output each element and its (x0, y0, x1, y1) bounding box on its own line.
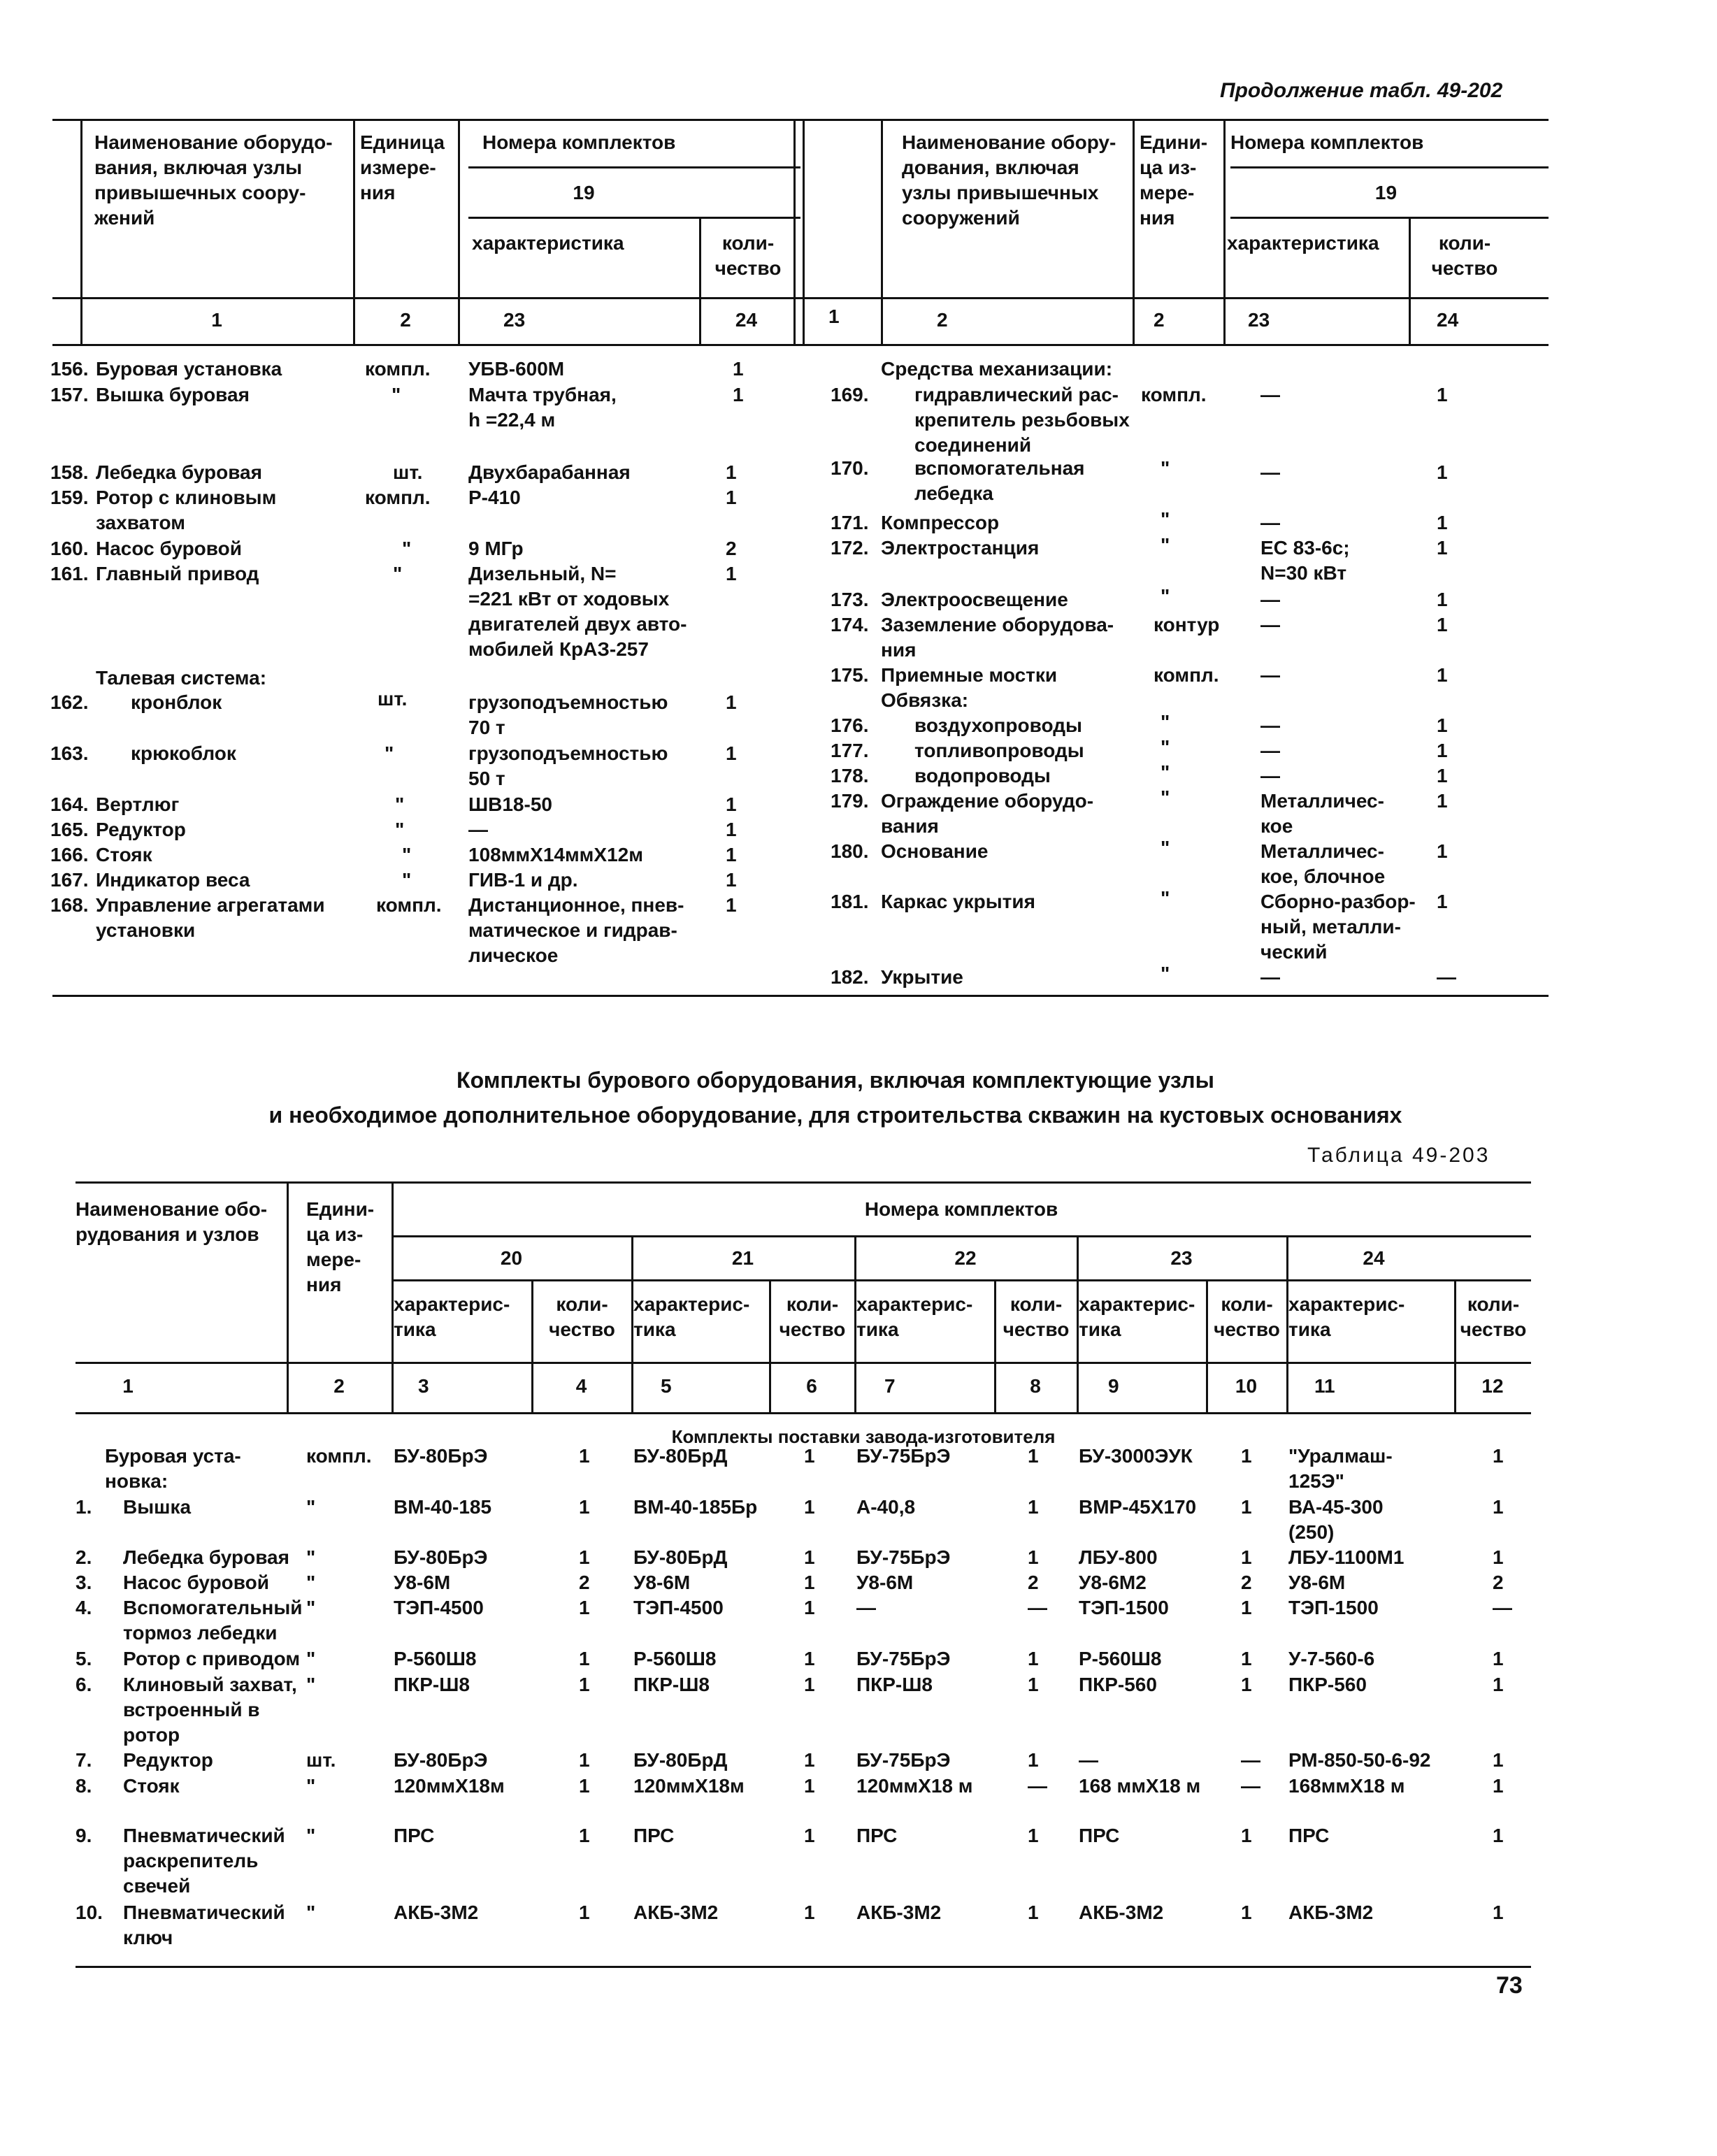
table-cell: 1 (579, 1825, 590, 1846)
table-cell: 1 (804, 1546, 815, 1568)
t1-right-header-unit: Едини- ца из- мере- ния (1140, 131, 1208, 229)
t1-right-header-char: характеристика (1227, 232, 1379, 254)
table-cell: 1. (76, 1496, 92, 1518)
t1-right-col-num-2a: 2 (937, 309, 948, 331)
table-cell: ВА-45-300 (250) (1288, 1496, 1384, 1543)
table-cell: 2 (1493, 1572, 1504, 1593)
t2-char-header: характерис- тика (1079, 1293, 1195, 1340)
table-cell: ПКР-Ш8 (856, 1674, 933, 1695)
table-cell: ПКР-560 (1288, 1674, 1367, 1695)
t2-col-num: 10 (1235, 1375, 1258, 1397)
table-cell: РМ-850-50-6-92 (1288, 1749, 1431, 1771)
table-cell: 1 (579, 1775, 590, 1797)
t2-col-num: 1 (122, 1375, 134, 1397)
t1-left-header-sets: Номера комплектов (482, 131, 676, 153)
table-cell: 1 (1493, 1445, 1504, 1467)
table-cell: 1 (1493, 1775, 1504, 1797)
table-cell: БУ-75БрЭ (856, 1445, 951, 1467)
table-cell: БУ-80БрЭ (394, 1445, 488, 1467)
t2-char-header: характерис- тика (1288, 1293, 1405, 1340)
t1-left-header-setno: 19 (573, 182, 595, 203)
table-cell: 1 (1493, 1902, 1504, 1923)
t1-right-header-name: Наименование обору- дования, включая узлы привышечных сооружений (902, 131, 1116, 229)
table-cell: ВМ-40-185Бр (633, 1496, 758, 1518)
table-cell: 1 (1241, 1546, 1252, 1568)
t2-col-num: 7 (884, 1375, 896, 1397)
table-cell: 1 (1028, 1674, 1039, 1695)
t1-right-col-num-2b: 2 (1154, 309, 1165, 331)
table-cell: 1 (1028, 1825, 1039, 1846)
set-num-21: 21 (731, 1247, 754, 1269)
set-num-22: 22 (954, 1247, 977, 1269)
table-cell: БУ-80БрД (633, 1546, 728, 1568)
table-cell: Р-560Ш8 (633, 1648, 717, 1669)
t2-col-num: 6 (806, 1375, 817, 1397)
table-cell: компл. (306, 1445, 372, 1467)
table-cell: ТЭП-4500 (633, 1597, 724, 1618)
table-cell: 1 (1493, 1674, 1504, 1695)
table-cell: Буровая уста- новка: (105, 1445, 241, 1492)
table-cell: 168ммХ18 м (1288, 1775, 1405, 1797)
table-cell: БУ-75БрЭ (856, 1749, 951, 1771)
t2-header-name: Наименование обо- рудования и узлов (76, 1198, 268, 1245)
table-cell: 1 (1028, 1546, 1039, 1568)
table-cell: ТЭП-1500 (1288, 1597, 1379, 1618)
table-cell: " (306, 1572, 316, 1593)
t2-col-num: 2 (333, 1375, 345, 1397)
t1-col-num-23: 23 (503, 309, 526, 331)
t2-col-num: 9 (1108, 1375, 1119, 1397)
table-cell: " (306, 1648, 316, 1669)
t1-right-col-num-1: 1 (828, 306, 840, 327)
table-cell: 1 (1241, 1674, 1252, 1695)
table-cell: 1 (1493, 1496, 1504, 1518)
table-cell: 1 (579, 1674, 590, 1695)
table-cell: 3. (76, 1572, 92, 1593)
section-title: Комплекты бурового оборудования, включая комплектующие узлы и необходимое дополнительное оборудование, для строительства скважин на кустовых основаниях (268, 1068, 1402, 1128)
table-cell: 1 (1493, 1749, 1504, 1771)
table-cell: БУ-75БрЭ (856, 1648, 951, 1669)
table-cell: БУ-80БрД (633, 1749, 728, 1771)
set-num-23: 23 (1170, 1247, 1193, 1269)
table-cell: 1 (804, 1445, 815, 1467)
table-cell: Клиновый захват, встроенный в ротор (123, 1674, 297, 1746)
table-cell: 1 (804, 1902, 815, 1923)
table-cell: — (1028, 1775, 1047, 1797)
table-cell: ЛБУ-800 (1079, 1546, 1158, 1568)
table-cell: 1 (1241, 1902, 1252, 1923)
t2-char-header: характерис- тика (633, 1293, 750, 1340)
table-cell: 120ммХ18 м (856, 1775, 973, 1797)
t2-qty-header: коли- чество (1003, 1293, 1070, 1340)
t2-col-num: 4 (575, 1375, 587, 1397)
t2-col-num: 3 (418, 1375, 429, 1397)
t2-qty-header: коли- чество (779, 1293, 846, 1340)
table-cell: "Уралмаш- 125Э" (1288, 1445, 1393, 1492)
t1-right-col-num-23: 23 (1248, 309, 1270, 331)
table-cell: 1 (1241, 1648, 1252, 1669)
table-cell: 1 (579, 1749, 590, 1771)
set-num-24: 24 (1363, 1247, 1385, 1269)
table-cell: 1 (1493, 1546, 1504, 1568)
table-cell: Редуктор (123, 1749, 213, 1771)
table-cell: У8-6М2 (1079, 1572, 1147, 1593)
table-cell: 7. (76, 1749, 92, 1771)
table-cell: БУ-80БрЭ (394, 1749, 488, 1771)
table-cell: 1 (804, 1749, 815, 1771)
t2-subheading: Комплекты поставки завода-изготовителя (671, 1426, 1056, 1447)
table-cell: ПРС (1079, 1825, 1120, 1846)
table-cell: АКБ-3М2 (1288, 1902, 1374, 1923)
table-cell: БУ-75БрЭ (856, 1546, 951, 1568)
t2-header-sets: Номера комплектов (864, 1198, 1058, 1220)
t2-header-unit: Едини- ца из- мере- ния (306, 1198, 375, 1295)
table-cell: 1 (804, 1496, 815, 1518)
table-cell: 1 (804, 1572, 815, 1593)
table-cell: 1 (804, 1674, 815, 1695)
table-cell: — (1241, 1749, 1260, 1771)
t2-qty-header: коли- чество (1214, 1293, 1280, 1340)
table-cell: 1 (1028, 1496, 1039, 1518)
table-cell: 1 (1241, 1445, 1252, 1467)
table-cell: БУ-80БрЭ (394, 1546, 488, 1568)
table-cell: Р-560Ш8 (394, 1648, 477, 1669)
page-number: 73 (1496, 1972, 1523, 1999)
t2-col-num: 12 (1481, 1375, 1504, 1397)
table-cell: " (306, 1674, 316, 1695)
table-cell: 4. (76, 1597, 92, 1618)
t1-right-col-num-24: 24 (1437, 309, 1459, 331)
table-cell: 8. (76, 1775, 92, 1797)
t1-left-header-char: характеристика (472, 232, 624, 254)
table-cell: АКБ-3М2 (394, 1902, 479, 1923)
table-cell: У8-6М (856, 1572, 914, 1593)
table-cell: 2 (579, 1572, 590, 1593)
t1-left-header-qty: коли- чество (714, 232, 782, 279)
table-cell: 1 (579, 1445, 590, 1467)
table-cell: " (306, 1902, 316, 1923)
table-cell: " (306, 1825, 316, 1846)
table-cell: Вспомогательный тормоз лебедки (123, 1597, 303, 1644)
table-cell: БУ-3000ЭУК (1079, 1445, 1193, 1467)
table-cell: ПРС (633, 1825, 675, 1846)
table-cell: ПРС (856, 1825, 898, 1846)
table-cell: 1 (1241, 1597, 1252, 1618)
t1-col-num-1: 1 (211, 309, 222, 331)
table-cell: БУ-80БрД (633, 1445, 728, 1467)
table-label: Таблица 49-203 (1307, 1144, 1490, 1167)
table-cell: 2 (1028, 1572, 1039, 1593)
table-cell: У-7-560-6 (1288, 1648, 1375, 1669)
t2-col-num: 5 (661, 1375, 672, 1397)
table-cell: " (306, 1546, 316, 1568)
table-cell: 1 (579, 1546, 590, 1568)
t1-right-header-qty: коли- чество (1431, 232, 1498, 279)
table-cell: ПКР-Ш8 (394, 1674, 470, 1695)
table-cell: 1 (804, 1648, 815, 1669)
table-cell: ТЭП-4500 (394, 1597, 484, 1618)
table-cell: 1 (1241, 1496, 1252, 1518)
t2-col-num: 11 (1314, 1375, 1335, 1397)
table-cell: У8-6М (633, 1572, 691, 1593)
table-cell: 1 (1028, 1445, 1039, 1467)
table-cell: — (1493, 1597, 1512, 1618)
table-cell: ВМР-45Х170 (1079, 1496, 1197, 1518)
table-cell: 6. (76, 1674, 92, 1695)
table-cell: АКБ-3М2 (633, 1902, 719, 1923)
table-cell: ТЭП-1500 (1079, 1597, 1169, 1618)
table-cell: 1 (1028, 1648, 1039, 1669)
t1-right-header-setno: 19 (1374, 182, 1398, 203)
table-cell: 5. (76, 1648, 92, 1669)
table-cell: 2 (1241, 1572, 1252, 1593)
table-cell: 1 (579, 1648, 590, 1669)
table-cell: 1 (1493, 1648, 1504, 1669)
table-cell: Пневматический ключ (123, 1902, 285, 1948)
table-cell: 1 (579, 1496, 590, 1518)
continuation-caption: Продолжение табл. 49-202 (1220, 79, 1503, 102)
table-cell: АКБ-3М2 (856, 1902, 942, 1923)
table-cell: 9. (76, 1825, 92, 1846)
table-cell: 168 ммХ18 м (1079, 1775, 1201, 1797)
table-cell: 1 (804, 1775, 815, 1797)
t1-col-num-2: 2 (400, 309, 411, 331)
t2-char-header: характерис- тика (394, 1293, 510, 1340)
table-cell: — (1079, 1749, 1098, 1771)
table-cell: 120ммХ18м (633, 1775, 745, 1797)
table-cell: А-40,8 (856, 1496, 916, 1518)
table-cell: " (306, 1496, 316, 1518)
table-cell: Насос буровой (123, 1572, 269, 1593)
table-cell: Пневматический раскрепитель свечей (123, 1825, 285, 1897)
table-cell: " (306, 1775, 316, 1797)
table-cell: ПРС (1288, 1825, 1330, 1846)
table-cell: У8-6М (1288, 1572, 1346, 1593)
t2-qty-header: коли- чество (549, 1293, 615, 1340)
table-cell: АКБ-3М2 (1079, 1902, 1164, 1923)
set-num-20: 20 (500, 1247, 523, 1269)
t2-col-num: 8 (1030, 1375, 1041, 1397)
table-cell: шт. (306, 1749, 336, 1771)
table-cell: " (306, 1597, 316, 1618)
table-cell: ПКР-560 (1079, 1674, 1157, 1695)
table-cell: 1 (1028, 1902, 1039, 1923)
table-cell: ВМ-40-185 (394, 1496, 492, 1518)
table-cell: 1 (1241, 1825, 1252, 1846)
table-cell: 1 (804, 1825, 815, 1846)
table-cell: 10. (76, 1902, 103, 1923)
table-cell: 1 (579, 1597, 590, 1618)
t1-left-header-name: Наименование оборудо- вания, включая узлы привышечных соору- жений (94, 131, 333, 229)
table-cell: — (1028, 1597, 1047, 1618)
table-cell: ЛБУ-1100М1 (1288, 1546, 1405, 1568)
table-cell: Стояк (123, 1775, 180, 1797)
table-cell: Р-560Ш8 (1079, 1648, 1162, 1669)
t1-right-header-sets: Номера комплектов (1230, 131, 1424, 153)
table-cell: 1 (1493, 1825, 1504, 1846)
t2-char-header: характерис- тика (856, 1293, 973, 1340)
t1-left-header-unit: Единица измере- ния (360, 131, 445, 203)
t1-col-num-24: 24 (735, 309, 758, 331)
table-cell: — (856, 1597, 876, 1618)
table-cell: 120ммХ18м (394, 1775, 505, 1797)
table-cell: 1 (804, 1597, 815, 1618)
table-cell: ПРС (394, 1825, 435, 1846)
table-cell: 1 (579, 1902, 590, 1923)
table-cell: У8-6М (394, 1572, 451, 1593)
table-cell: Вышка (123, 1496, 192, 1518)
table-cell: 1 (1028, 1749, 1039, 1771)
table-cell: 2. (76, 1546, 92, 1568)
table-cell: — (1241, 1775, 1260, 1797)
table-cell: ПКР-Ш8 (633, 1674, 710, 1695)
table-cell: Лебедка буровая (123, 1546, 289, 1568)
table-cell: Ротор с приводом (123, 1648, 301, 1669)
t2-qty-header: коли- чество (1460, 1293, 1527, 1340)
